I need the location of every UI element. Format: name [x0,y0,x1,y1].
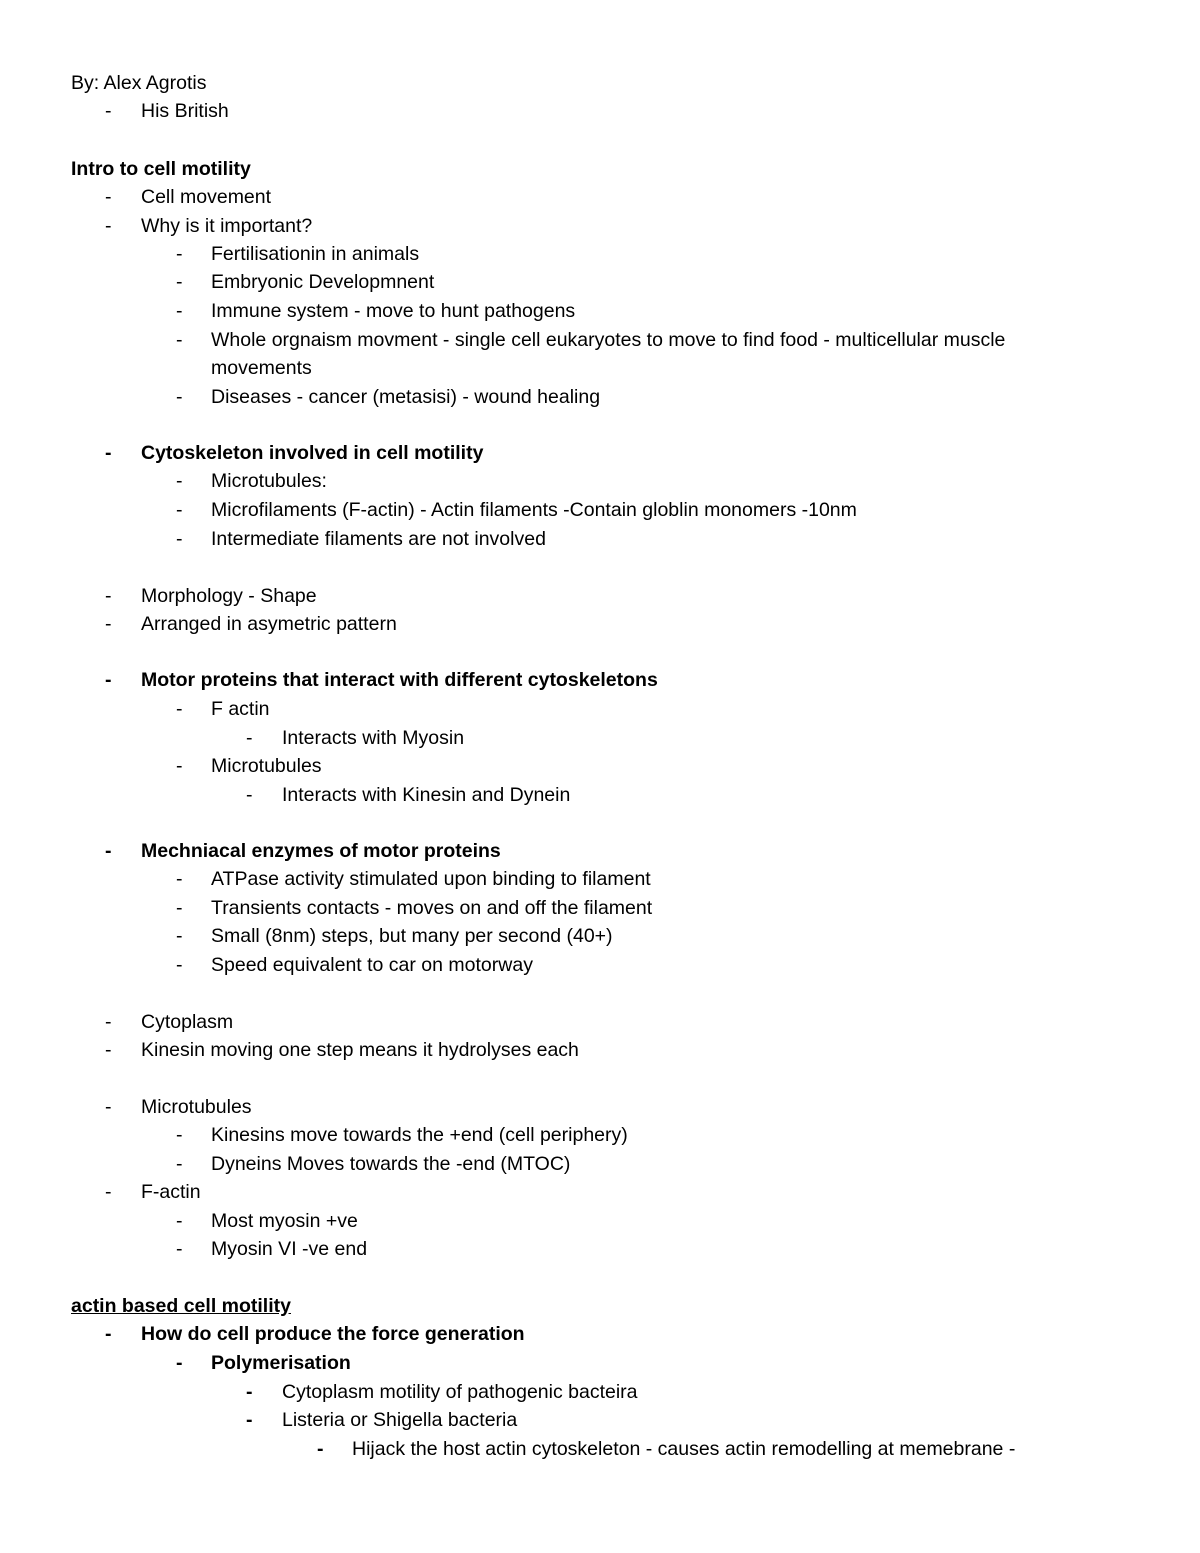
bullet-dash: - [105,1096,112,1118]
bullet-dash: - [176,698,183,720]
subheading-text: Polymerisation [211,1352,351,1374]
bullet-dash: - [246,1381,253,1403]
list-item-text: Morphology - Shape [141,585,317,607]
list-item-text: Kinesin moving one step means it hydrolyses each [141,1039,579,1061]
bullet-dash: - [176,1153,183,1175]
list-item-text: Embryonic Developmnent [211,271,435,293]
list-item-text: Fertilisationin in animals [211,243,420,265]
bullet-dash: - [105,186,112,208]
list-item-text: Whole orgnaism movment - single cell eukaryotes to move to find food - multicellular muscle [211,329,1006,351]
list-item-text: Listeria or Shigella bacteria [282,1409,518,1431]
bullet-dash: - [176,1124,183,1146]
list-item-text: Small (8nm) steps, but many per second (40+) [211,925,613,947]
list-item-text: Microtubules [211,755,322,777]
list-item-text: Why is it important? [141,215,313,237]
bullet-dash: - [176,271,183,293]
list-item-text: Cytoplasm [141,1011,234,1033]
list-item-continuation: movements [211,357,312,379]
bullet-dash: - [176,470,183,492]
list-item-text: Microtubules: [211,470,327,492]
bullet-dash: - [246,784,253,806]
bullet-dash: - [176,528,183,550]
list-item-text: F actin [211,698,270,720]
bullet-dash: - [176,300,183,322]
bullet-dash: - [176,1238,183,1260]
list-item-text: Microfilaments (F-actin) - Actin filaments -Contain globlin monomers -10nm [211,499,857,521]
bullet-dash: - [105,442,112,464]
bullet-dash: - [105,669,112,691]
list-item-text: Cytoplasm motility of pathogenic bacteira [282,1381,638,1403]
bullet-dash: - [105,100,112,122]
subheading-text: Mechniacal enzymes of motor proteins [141,840,501,862]
bullet-dash: - [105,1039,112,1061]
bullet-dash: - [105,1323,112,1345]
subheading-text: Motor proteins that interact with different cytoskeletons [141,669,658,691]
bullet-dash: - [105,613,112,635]
subheading-text: How do cell produce the force generation [141,1323,525,1345]
bullet-dash: - [105,840,112,862]
bullet-dash: - [246,727,253,749]
list-item-text: Arranged in asymetric pattern [141,613,397,635]
list-item-text: Speed equivalent to car on motorway [211,954,533,976]
bullet-dash: - [176,954,183,976]
bullet-dash: - [176,755,183,777]
list-item-text: ATPase activity stimulated upon binding to filament [211,868,651,890]
list-item-text: Immune system - move to hunt pathogens [211,300,576,322]
bullet-dash: - [176,499,183,521]
list-item-text: F-actin [141,1181,201,1203]
list-item-text: Hijack the host actin cytoskeleton - causes actin remodelling at memebrane - [352,1438,1016,1460]
bullet-dash: - [246,1409,253,1431]
bullet-dash: - [176,329,183,351]
bullet-dash: - [176,925,183,947]
section-heading-intro: Intro to cell motility [71,158,251,180]
bullet-dash: - [176,1210,183,1232]
bullet-dash: - [176,897,183,919]
bullet-dash: - [317,1438,324,1460]
bullet-dash: - [105,215,112,237]
list-item-text: Intermediate filaments are not involved [211,528,546,550]
bullet-dash: - [105,1011,112,1033]
bullet-dash: - [176,1352,183,1374]
list-item-text: Interacts with Kinesin and Dynein [282,784,571,806]
list-item-text: Most myosin +ve [211,1210,358,1232]
bullet-dash: - [176,243,183,265]
list-item-text: Interacts with Myosin [282,727,465,749]
bullet-dash: - [105,1181,112,1203]
list-item-text: Kinesins move towards the +end (cell periphery) [211,1124,628,1146]
list-item-text: Transients contacts - moves on and off the filament [211,897,653,919]
list-item-text: Cell movement [141,186,272,208]
bullet-dash: - [176,386,183,408]
list-item-text: Diseases - cancer (metasisi) - wound healing [211,386,601,408]
bullet-dash: - [176,868,183,890]
bullet-dash: - [105,585,112,607]
list-item-text: Dyneins Moves towards the -end (MTOC) [211,1153,571,1175]
list-item-text: Microtubules [141,1096,252,1118]
author-line: By: Alex Agrotis [71,72,207,94]
list-item-text: Myosin VI -ve end [211,1238,368,1260]
subheading-text: Cytoskeleton involved in cell motility [141,442,484,464]
list-item-text: His British [141,100,229,122]
section-heading-actin: actin based cell motility [71,1295,291,1317]
